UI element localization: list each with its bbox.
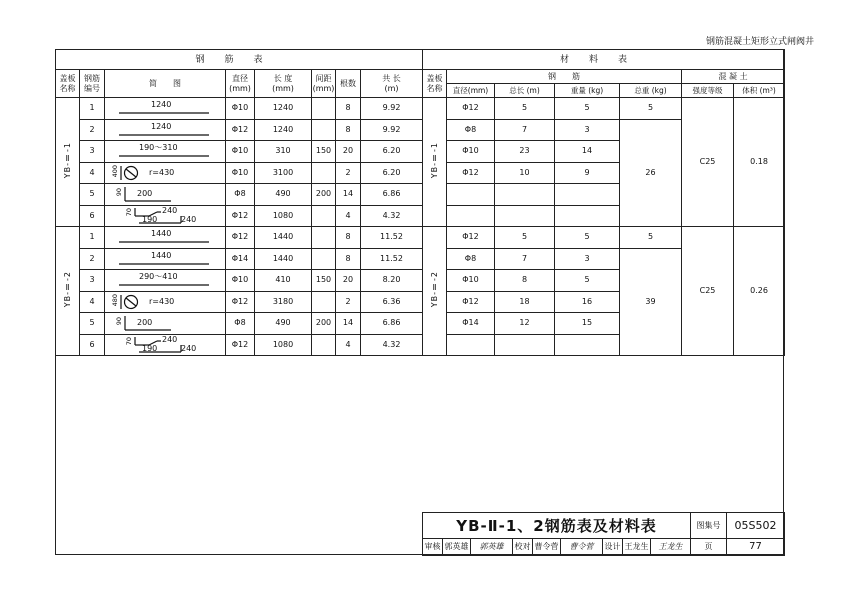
count-cell: 20 xyxy=(336,270,361,292)
mat-col-header-weight: 重量 (kg) xyxy=(555,84,620,98)
mat-total-length-cell xyxy=(495,205,555,227)
mat-col-header-steel: 钢 筋 xyxy=(447,70,682,84)
plate-name: YB-Ⅱ-2 xyxy=(429,271,439,308)
mat-diameter-cell xyxy=(447,205,495,227)
hook-height-label: 90 xyxy=(115,317,123,326)
mat-plate-name-cell xyxy=(423,227,447,356)
mat-weight-cell xyxy=(555,334,620,356)
mat-diameter-cell xyxy=(447,334,495,356)
mat-col-header-concrete: 混 凝 土 xyxy=(682,70,785,84)
total-length-cell: 9.92 xyxy=(361,119,423,141)
bent-bottom-label: 190 xyxy=(142,343,158,353)
mat-diameter-cell: Φ8 xyxy=(447,119,495,141)
drawing-title: YB-Ⅱ-1、2钢筋表及材料表 xyxy=(423,513,691,539)
bar-number-cell: 3 xyxy=(80,141,105,163)
mat-total-length-cell: 18 xyxy=(495,291,555,313)
col-header-total-length: 共 长 (m) xyxy=(361,70,423,98)
rebar-sketch xyxy=(105,293,225,311)
length-cell: 1080 xyxy=(255,205,312,227)
mat-diameter-cell: Φ10 xyxy=(447,141,495,163)
checker-name: 曹令菅 xyxy=(533,539,561,556)
mat-weight-cell: 14 xyxy=(555,141,620,163)
total-length-cell: 6.86 xyxy=(361,184,423,206)
designer-name: 王龙生 xyxy=(623,539,651,556)
total-length-cell: 6.86 xyxy=(361,313,423,335)
designer-signature: 王龙生 xyxy=(651,539,691,556)
bar-number-cell: 4 xyxy=(80,162,105,184)
length-cell: 1080 xyxy=(255,334,312,356)
sketch-cell xyxy=(105,119,226,141)
sketch-cell xyxy=(105,184,226,206)
mat-weight-cell: 15 xyxy=(555,313,620,335)
rebar-sketch xyxy=(105,121,225,139)
length-cell: 410 xyxy=(255,270,312,292)
bar-number-cell: 5 xyxy=(80,313,105,335)
mat-total-length-cell: 8 xyxy=(495,270,555,292)
material-table xyxy=(422,49,785,356)
diameter-cell: Φ10 xyxy=(226,270,255,292)
sketch-cell xyxy=(105,141,226,163)
count-cell: 2 xyxy=(336,162,361,184)
bar-number-cell: 1 xyxy=(80,98,105,120)
mat-weight-cell: 3 xyxy=(555,248,620,270)
mat-total-length-cell: 5 xyxy=(495,98,555,120)
mat-diameter-cell: Φ12 xyxy=(447,227,495,249)
bent-top-label: 240 xyxy=(162,334,178,344)
mat-total-length-cell xyxy=(495,334,555,356)
bent-hook-label: 70 xyxy=(125,336,133,346)
rebar-sketch xyxy=(105,164,225,182)
length-cell: 3100 xyxy=(255,162,312,184)
table-row xyxy=(56,141,423,163)
mat-total-length-cell: 7 xyxy=(495,119,555,141)
diameter-cell: Φ12 xyxy=(226,205,255,227)
mat-col-header-plate: 盖板 名称 xyxy=(423,70,447,98)
total-length-cell: 9.92 xyxy=(361,98,423,120)
check-label: 校对 xyxy=(513,539,533,556)
total-length-cell: 6.20 xyxy=(361,141,423,163)
spacing-cell xyxy=(312,248,336,270)
diameter-cell: Φ12 xyxy=(226,119,255,141)
rebar-length-label: 1240 xyxy=(151,121,172,131)
drawing-set-title: 钢筋混凝土矩形立式闸阀井 xyxy=(705,37,814,47)
count-cell: 8 xyxy=(336,227,361,249)
sketch-cell xyxy=(105,248,226,270)
mat-total-length-cell: 7 xyxy=(495,248,555,270)
count-cell: 8 xyxy=(336,248,361,270)
plate-name-cell xyxy=(56,98,80,227)
mat-col-header-volume: 体积 (m³) xyxy=(734,84,785,98)
table-row xyxy=(56,184,423,206)
total-length-cell: 6.20 xyxy=(361,162,423,184)
col-header-diameter: 直径 (mm) xyxy=(226,70,255,98)
rebar-length-label: 1440 xyxy=(151,250,172,260)
count-cell: 14 xyxy=(336,184,361,206)
length-cell: 1240 xyxy=(255,119,312,141)
count-cell: 8 xyxy=(336,119,361,141)
mat-weight-cell: 5 xyxy=(555,270,620,292)
bar-number-cell: 6 xyxy=(80,205,105,227)
col-header-spacing: 间距 (mm) xyxy=(312,70,336,98)
table-row xyxy=(56,270,423,292)
spacing-cell: 150 xyxy=(312,141,336,163)
atlas-label: 图集号 xyxy=(691,513,727,539)
checker-signature: 曹令菅 xyxy=(561,539,603,556)
mat-col-header-total-length: 总长 (m) xyxy=(495,84,555,98)
col-header-bar-no: 钢筋 编号 xyxy=(80,70,105,98)
table-row xyxy=(423,227,785,249)
length-cell: 3180 xyxy=(255,291,312,313)
review-label: 审核 xyxy=(423,539,443,556)
rebar-line xyxy=(126,169,136,177)
total-length-cell: 8.20 xyxy=(361,270,423,292)
rebar-length-label: 290～410 xyxy=(139,272,178,282)
ring-radius-label: r=430 xyxy=(149,167,175,177)
bar-number-cell: 1 xyxy=(80,227,105,249)
mat-diameter-cell: Φ14 xyxy=(447,313,495,335)
mat-diameter-cell: Φ10 xyxy=(447,270,495,292)
spacing-cell xyxy=(312,98,336,120)
rebar-sketch xyxy=(105,314,225,332)
mat-weight-cell: 16 xyxy=(555,291,620,313)
spacing-cell xyxy=(312,291,336,313)
mat-diameter-cell: Φ8 xyxy=(447,248,495,270)
table-row xyxy=(56,205,423,227)
concrete-grade-cell: C25 xyxy=(682,98,734,227)
design-label: 设计 xyxy=(603,539,623,556)
total-length-cell: 6.36 xyxy=(361,291,423,313)
plate-name-cell xyxy=(56,227,80,356)
diameter-cell: Φ8 xyxy=(226,313,255,335)
concrete-volume-cell: 0.18 xyxy=(734,98,785,227)
sketch-cell xyxy=(105,313,226,335)
hook-length-label: 200 xyxy=(137,318,153,328)
ring-height-label: 400 xyxy=(111,164,119,178)
mat-total-weight-cell: 5 xyxy=(620,227,682,249)
mat-total-length-cell xyxy=(495,184,555,206)
table-row xyxy=(56,248,423,270)
table-row xyxy=(56,119,423,141)
plate-name: YB-Ⅱ-1 xyxy=(62,142,72,179)
spacing-cell: 200 xyxy=(312,313,336,335)
reviewer-name: 郭英雄 xyxy=(443,539,471,556)
table-row xyxy=(56,313,423,335)
bent-top-label: 240 xyxy=(162,205,178,215)
count-cell: 4 xyxy=(336,205,361,227)
ring-height-label: 480 xyxy=(111,293,119,307)
col-header-plate: 盖板 名称 xyxy=(56,70,80,98)
sketch-cell xyxy=(105,291,226,313)
sketch-cell xyxy=(105,205,226,227)
rebar-sketch xyxy=(105,250,225,268)
rebar-sketch xyxy=(105,228,225,246)
spacing-cell xyxy=(312,334,336,356)
plate-name: YB-Ⅱ-1 xyxy=(429,142,439,179)
material-table-title: 材料表 xyxy=(423,50,785,70)
mat-weight-cell: 5 xyxy=(555,98,620,120)
rebar-length-label: 1240 xyxy=(151,100,172,110)
diameter-cell: Φ8 xyxy=(226,184,255,206)
rebar-length-label: 190～310 xyxy=(139,143,178,153)
concrete-volume-cell: 0.26 xyxy=(734,227,785,356)
spacing-cell: 200 xyxy=(312,184,336,206)
atlas-number: 05S502 xyxy=(727,513,785,539)
mat-total-weight-cell: 39 xyxy=(620,248,682,356)
mat-col-header-diameter: 直径(mm) xyxy=(447,84,495,98)
page-number: 77 xyxy=(727,539,785,556)
length-cell: 1440 xyxy=(255,227,312,249)
rebar-length-label: 1440 xyxy=(151,229,172,239)
count-cell: 2 xyxy=(336,291,361,313)
length-cell: 490 xyxy=(255,313,312,335)
length-cell: 490 xyxy=(255,184,312,206)
sketch-cell xyxy=(105,334,226,356)
spacing-cell xyxy=(312,227,336,249)
table-row xyxy=(56,227,423,249)
count-cell: 20 xyxy=(336,141,361,163)
bar-number-cell: 3 xyxy=(80,270,105,292)
mat-weight-cell: 3 xyxy=(555,119,620,141)
bent-right-label: 240 xyxy=(181,214,197,224)
table-row xyxy=(56,162,423,184)
rebar-table-title: 钢筋表 xyxy=(56,50,423,70)
bar-number-cell: 4 xyxy=(80,291,105,313)
rebar-line xyxy=(126,298,136,306)
spacing-cell xyxy=(312,119,336,141)
bent-right-label: 240 xyxy=(181,343,197,353)
bar-number-cell: 2 xyxy=(80,119,105,141)
mat-weight-cell xyxy=(555,205,620,227)
sketch-cell xyxy=(105,162,226,184)
length-cell: 1440 xyxy=(255,248,312,270)
total-length-cell: 4.32 xyxy=(361,205,423,227)
mat-weight-cell: 5 xyxy=(555,227,620,249)
total-length-cell: 11.52 xyxy=(361,227,423,249)
mat-total-length-cell: 23 xyxy=(495,141,555,163)
bar-number-cell: 6 xyxy=(80,334,105,356)
rebar-sketch xyxy=(105,336,225,354)
length-cell: 310 xyxy=(255,141,312,163)
diameter-cell: Φ12 xyxy=(226,227,255,249)
sketch-cell xyxy=(105,227,226,249)
col-header-length: 长 度 (mm) xyxy=(255,70,312,98)
rebar-sketch xyxy=(105,271,225,289)
rebar-sketch xyxy=(105,99,225,117)
rebar-sketch xyxy=(105,207,225,225)
bar-number-cell: 2 xyxy=(80,248,105,270)
spacing-cell xyxy=(312,205,336,227)
mat-weight-cell: 9 xyxy=(555,162,620,184)
sketch-cell xyxy=(105,98,226,120)
mat-total-length-cell: 10 xyxy=(495,162,555,184)
count-cell: 4 xyxy=(336,334,361,356)
reviewer-signature: 郭英雄 xyxy=(471,539,513,556)
mat-diameter-cell xyxy=(447,184,495,206)
mat-total-weight-cell: 5 xyxy=(620,98,682,120)
bent-hook-label: 70 xyxy=(125,207,133,217)
count-cell: 8 xyxy=(336,98,361,120)
table-row xyxy=(56,98,423,120)
spacing-cell xyxy=(312,162,336,184)
bar-number-cell: 5 xyxy=(80,184,105,206)
hook-length-label: 200 xyxy=(137,189,153,199)
mat-diameter-cell: Φ12 xyxy=(447,291,495,313)
diameter-cell: Φ10 xyxy=(226,162,255,184)
concrete-grade-cell: C25 xyxy=(682,227,734,356)
mat-col-header-grade: 强度等级 xyxy=(682,84,734,98)
mat-weight-cell xyxy=(555,184,620,206)
bent-bottom-label: 190 xyxy=(142,214,158,224)
diameter-cell: Φ14 xyxy=(226,248,255,270)
plate-name: YB-Ⅱ-2 xyxy=(62,271,72,308)
total-length-cell: 4.32 xyxy=(361,334,423,356)
mat-plate-name-cell xyxy=(423,98,447,227)
hook-height-label: 90 xyxy=(115,188,123,197)
mat-diameter-cell: Φ12 xyxy=(447,162,495,184)
diameter-cell: Φ10 xyxy=(226,141,255,163)
rebar-table xyxy=(55,49,423,356)
mat-total-length-cell: 12 xyxy=(495,313,555,335)
table-row xyxy=(56,334,423,356)
spacing-cell: 150 xyxy=(312,270,336,292)
page-label: 页 xyxy=(691,539,727,556)
title-block xyxy=(422,512,785,556)
mat-col-header-total-weight: 总重 (kg) xyxy=(620,84,682,98)
mat-diameter-cell: Φ12 xyxy=(447,98,495,120)
diameter-cell: Φ10 xyxy=(226,98,255,120)
sketch-cell xyxy=(105,270,226,292)
length-cell: 1240 xyxy=(255,98,312,120)
total-length-cell: 11.52 xyxy=(361,248,423,270)
rebar-sketch xyxy=(105,142,225,160)
count-cell: 14 xyxy=(336,313,361,335)
mat-total-length-cell: 5 xyxy=(495,227,555,249)
col-header-count: 根数 xyxy=(336,70,361,98)
rebar-sketch xyxy=(105,185,225,203)
col-header-sketch: 简 图 xyxy=(105,70,226,98)
table-row xyxy=(423,98,785,120)
diameter-cell: Φ12 xyxy=(226,291,255,313)
ring-radius-label: r=430 xyxy=(149,296,175,306)
mat-total-weight-cell: 26 xyxy=(620,119,682,227)
table-row xyxy=(56,291,423,313)
diameter-cell: Φ12 xyxy=(226,334,255,356)
